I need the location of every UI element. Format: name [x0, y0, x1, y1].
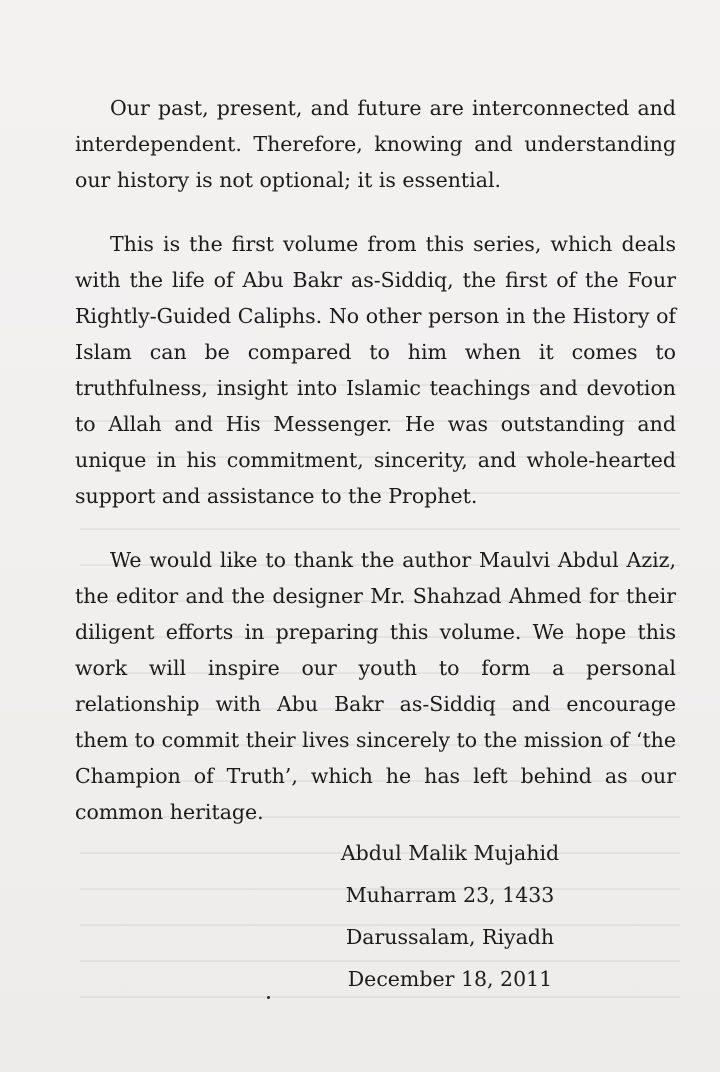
- paragraph-3: We would like to thank the author Maulvi Abdul Aziz, the editor and the designer Mr. Shahzad Ahmed for their diligent efforts in preparing this volume. We hope this work will inspire our youth to form a personal relationship with Abu Bakr as-Siddiq and encourage them to commit their lives sincerely to the mission of ‘the Champion of Truth’, which he has left behind as our common heritage.: [75, 548, 676, 824]
- signature-name: Abdul Malik Mujahid: [340, 841, 560, 865]
- body-text: [75, 90, 676, 858]
- signature-hijri-date: Muharram 23, 1433: [345, 883, 555, 907]
- paragraph-1: Our past, present, and future are interconnected and interdependent. Therefore, knowing and understanding our history is not optional; it is essential.: [75, 96, 676, 192]
- signature-place: Darussalam, Riyadh: [345, 925, 555, 949]
- signature-block: [300, 832, 600, 1000]
- signature-date: December 18, 2011: [347, 967, 553, 991]
- paragraph-2: This is the first volume from this series, which deals with the life of Abu Bakr as-Siddiq, the first of the Four Rightly-Guided Caliphs. No other person in the History of Islam can be compared to him when it comes to truthfulness, insight into Islamic teachings and devotion to Allah and His Messenger. He was outstanding and unique in his commitment, sincerity, and whole-hearted support and assistance to the Prophet.: [75, 232, 676, 508]
- page-dot-mark: [267, 996, 270, 999]
